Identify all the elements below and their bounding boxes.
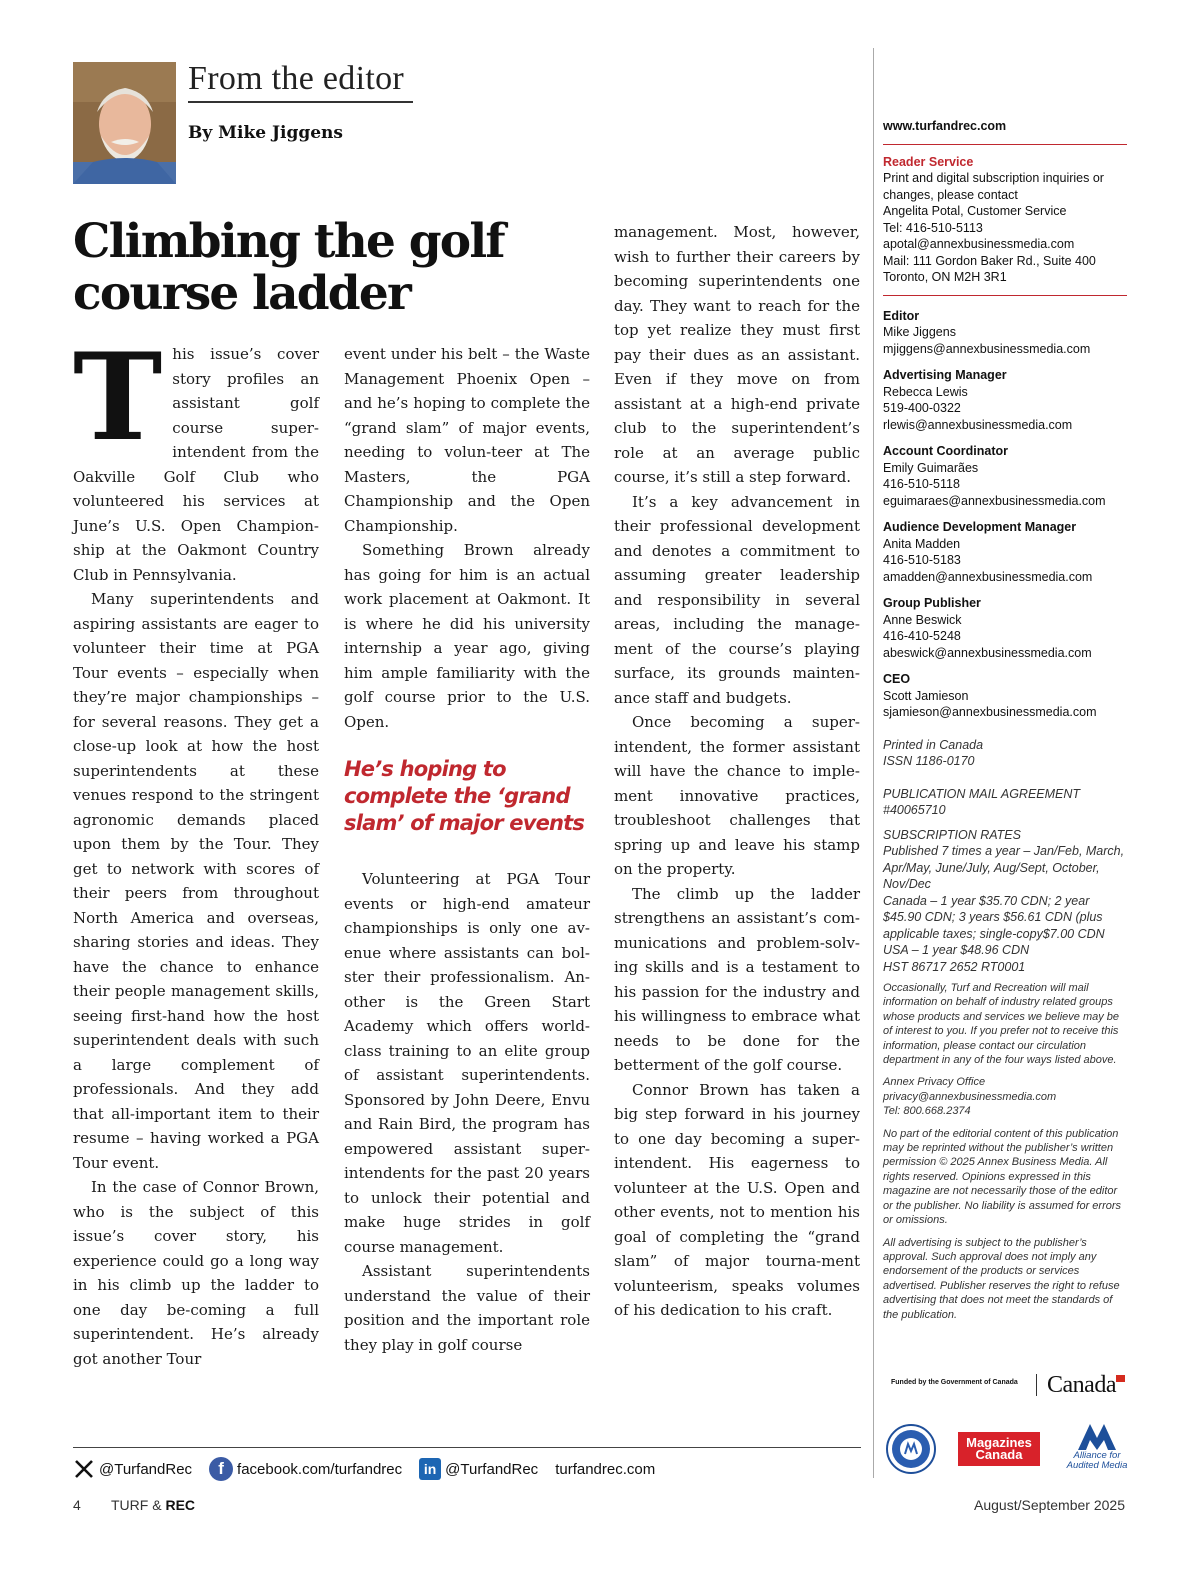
hst-number: HST 86717 2652 RT0001 bbox=[883, 959, 1026, 974]
funded-by-text: Funded by the Government of Canada bbox=[891, 1379, 1018, 1386]
issn: ISSN 1186-0170 bbox=[883, 754, 975, 768]
publication-name-b: REC bbox=[165, 1497, 196, 1513]
editor-photo bbox=[73, 62, 176, 184]
paragraph bbox=[73, 327, 319, 587]
publisher-phone: 416-410-5248 bbox=[883, 629, 961, 643]
rates-published: Published 7 times a year – Jan/Feb, March, Apr/May, June/July, Aug/Sept, October, Nov/Dec bbox=[883, 844, 1125, 891]
aam-logo-text: Alliance for Audited Media bbox=[1066, 1450, 1128, 1471]
rates-heading: SUBSCRIPTION RATES bbox=[883, 827, 1021, 842]
paragraph: The climb up the ladder strengthens an assistant’s com-munications and problem-solv-ing skills and is a testament to his passion for the industry and his willingness to embrace what needs to be done for the betterment of the golf course. bbox=[614, 884, 860, 1074]
reader-service-line: Mail: 111 Gordon Baker Rd., Suite 400 bbox=[883, 253, 1096, 268]
reader-service-line: Toronto, ON M2H 3R1 bbox=[883, 270, 1007, 284]
publisher-name: Anne Beswick bbox=[883, 612, 962, 627]
logo-separator bbox=[1036, 1374, 1037, 1396]
privacy-note: Occasionally, Turf and Recreation will mail information on behalf of industry related groups whose products and services we believe may be of interest to you. If you prefer not to receive this information, please contact our circulation department in any of the four ways listed above. bbox=[883, 982, 1120, 1067]
byline: By Mike Jiggens bbox=[188, 123, 343, 143]
advertising-note: All advertising is subject to the publisher’s approval. Such approval does not imply any endorsement of the products or services advertised. Publisher reserves the right to refuse advertising that does not meet the standards of the publication. bbox=[883, 1236, 1120, 1321]
drop-cap: T bbox=[73, 327, 163, 468]
page-number: 4 bbox=[73, 1497, 81, 1513]
social-rule bbox=[73, 1447, 861, 1448]
x-link[interactable] bbox=[73, 1458, 192, 1480]
audience-name: Anita Madden bbox=[883, 536, 961, 551]
reader-service-line: Print and digital subscription inquiries or changes, please contact bbox=[883, 171, 1104, 202]
advertising-name: Rebecca Lewis bbox=[883, 384, 968, 399]
x-handle: @TurfandRec bbox=[99, 1460, 193, 1478]
paragraph: Connor Brown has taken a big step forward in his journey to one day becoming a super-intendent. His eagerness to volunteer at the U.S. Open and other events, not to mention his goal of completing the “grand slam” of major tourna-ment volunteerism, speaks volumes of his dedication to his craft. bbox=[614, 1080, 860, 1319]
reader-service-block bbox=[883, 145, 1127, 296]
editor-name: Mike Jiggens bbox=[883, 325, 956, 339]
paragraph: Volunteering at PGA Tour events or high-end amateur championships is only one av-enue where assistants can bol-ster their professionalism. An-other is the Green Start Academy which offers world-class training to an elite group of assistant superintendents. Sponsored by John Deere, Envu and Rain Bird, the program has empowered assistant super-intendents for the past 20 years to unlock their potential and make huge strides in golf course management. bbox=[344, 870, 590, 1256]
reader-service-phone: Tel: 416-510-5113 bbox=[883, 220, 983, 235]
linkedin-handle: @TurfandRec bbox=[445, 1460, 539, 1478]
account-email[interactable]: eguimaraes@annexbusinessmedia.com bbox=[883, 493, 1106, 508]
canada-flag-icon bbox=[1116, 1375, 1125, 1382]
privacy-office: Annex Privacy Office bbox=[883, 1076, 986, 1089]
paragraph: In the case of Connor Brown, who is the subject of this issue’s cover story, his experience could go a long way in his climb up the ladder to one day be-coming a full superintendent. He’s already got another Tour bbox=[73, 1178, 319, 1368]
website-link[interactable] bbox=[555, 1461, 655, 1478]
copyright-note: No part of the editorial content of this publication may be reprinted without the publisher’s written permission © 2025 Annex Business Media. All rights reserved. Opinions expressed in this magazine are not necessarily those of the editor or the publisher. No liability is assumed for errors or omissions. bbox=[883, 1127, 1122, 1227]
column-divider bbox=[873, 48, 874, 1478]
pull-quote: He’s hoping to complete the ‘grand slam’ of major events bbox=[344, 757, 585, 835]
paragraph: It’s a key advancement in their professional development and denotes a commitment to assuming greater leadership and responsibility in several areas, including the manage-ment of the course’s playing surface, its grounds mainten-ance staff and budgets. bbox=[614, 492, 860, 707]
section-title-rule bbox=[188, 101, 413, 103]
facebook-url: facebook.com/turfandrec bbox=[237, 1460, 403, 1478]
advertising-contact bbox=[883, 367, 1127, 433]
editor-contact bbox=[883, 296, 1127, 358]
paragraph: event under his belt – the Waste Management Phoenix Open – and he’s hoping to complete the “grand slam” of major events, needing to volun-teer at The Masters, the PGA Championship and the Open Championship. bbox=[344, 345, 590, 535]
audience-phone: 416-510-5183 bbox=[883, 553, 961, 567]
facebook-link[interactable] bbox=[209, 1457, 402, 1481]
privacy-email[interactable]: privacy@annexbusinessmedia.com bbox=[883, 1090, 1057, 1103]
canada-wordmark: Canada bbox=[1047, 1372, 1116, 1398]
account-contact bbox=[883, 443, 1127, 509]
article-column-1 bbox=[73, 327, 319, 1371]
paragraph: Many superintendents and aspiring assistants are eager to volunteer their time at PGA Tour events – especially when they’re major championships – for several reasons. They get a close-up look at how the host superintendents at these venues respond to the stringent agronomic demands placed upon them by the Tour. They get to network with scores of their peers from throughout North America and overseas, sharing stories and ideas. They have the chance to enhance their people management skills, seeing first-hand how the host superintendent deals with such a large complement of professionals. And they add that all-important item to their resume – having worked a PGA Tour event. bbox=[73, 590, 319, 1172]
reader-service-line: Angelita Potal, Customer Service bbox=[883, 204, 1067, 218]
masthead bbox=[883, 118, 1127, 1322]
headline-line-1: Climbing the golf bbox=[73, 214, 504, 269]
account-name: Emily Guimarães bbox=[883, 460, 979, 475]
account-phone: 416-510-5118 bbox=[883, 477, 960, 491]
magazines-canada-logo: Magazines Canada bbox=[958, 1432, 1040, 1466]
privacy-tel: Tel: 800.668.2374 bbox=[883, 1105, 971, 1118]
paragraph: Once becoming a super-intendent, the former assistant will have the chance to imple-ment innovative practices, troubleshoot challenges that spring up and leave his stamp on the property. bbox=[614, 713, 860, 878]
linkedin-icon: in bbox=[419, 1458, 441, 1480]
publication-name bbox=[111, 1497, 195, 1513]
issue-date: August/September 2025 bbox=[974, 1497, 1125, 1513]
account-heading: Account Coordinator bbox=[883, 444, 1008, 458]
ceo-contact bbox=[883, 671, 1127, 721]
ceo-heading: CEO bbox=[883, 672, 911, 686]
article-headline bbox=[73, 216, 593, 320]
paragraph: management. Most, however, wish to further their careers by becoming superintendents one day. They want to reach for the top yet realize they must first pay their dues as an assistant. Even if they move on from assistant at a high-end private club to the superintendent’s role at an average public course, it’s still a step forward. bbox=[614, 223, 860, 486]
publisher-heading: Group Publisher bbox=[883, 596, 981, 610]
paragraph: Something Brown already has going for him is an actual work placement at Oakmont. It is where he did his university internship a year ago, giving him ample familiarity with the golf course prior to the U.S. Open. bbox=[344, 541, 590, 731]
audience-heading: Audience Development Manager bbox=[883, 520, 1077, 534]
editor-email[interactable]: mjiggens@annexbusinessmedia.com bbox=[883, 341, 1091, 356]
paragraph: Assistant superintendents understand the value of their position and the important role they play in golf course bbox=[344, 1262, 590, 1354]
paragraph-text: his issue’s cover story profiles an assistant golf course super-intendent from the Oakville Golf Club who volunteered his services at June’s U.S. Open Champion-ship at the Oakmont Country Club in Pennsylvania. bbox=[73, 345, 319, 584]
article-column-2 bbox=[344, 342, 590, 1357]
website-url: turfandrec.com bbox=[555, 1460, 656, 1478]
section-title: From the editor bbox=[188, 60, 405, 97]
circulation-seal-logo bbox=[886, 1424, 936, 1474]
audience-contact bbox=[883, 519, 1127, 585]
linkedin-link[interactable] bbox=[419, 1458, 538, 1480]
x-icon bbox=[73, 1458, 95, 1480]
advertising-heading: Advertising Manager bbox=[883, 368, 1007, 382]
ceo-name: Scott Jamieson bbox=[883, 688, 969, 703]
publisher-contact bbox=[883, 595, 1127, 661]
reader-service-email[interactable]: apotal@annexbusinessmedia.com bbox=[883, 237, 1075, 251]
article-column-3 bbox=[614, 220, 860, 1323]
printed-in: Printed in Canada bbox=[883, 737, 984, 752]
audience-email[interactable]: amadden@annexbusinessmedia.com bbox=[883, 569, 1093, 584]
advertising-email[interactable]: rlewis@annexbusinessmedia.com bbox=[883, 417, 1073, 432]
ceo-email[interactable]: sjamieson@annexbusinessmedia.com bbox=[883, 705, 1097, 719]
rates-usa: USA – 1 year $48.96 CDN bbox=[883, 943, 1030, 957]
publisher-email[interactable]: abeswick@annexbusinessmedia.com bbox=[883, 645, 1092, 660]
editor-heading: Editor bbox=[883, 308, 920, 323]
social-links bbox=[73, 1455, 672, 1483]
facebook-icon: f bbox=[209, 1457, 233, 1481]
reader-service-heading: Reader Service bbox=[883, 154, 974, 169]
advertising-phone: 519-400-0322 bbox=[883, 401, 961, 415]
mail-agreement: PUBLICATION MAIL AGREEMENT #40065710 bbox=[883, 786, 1081, 817]
rates-canada: Canada – 1 year $35.70 CDN; 2 year $45.90 CDN; 3 years $56.61 CDN (plus applicable taxes; single-copy$7.00 CDN bbox=[883, 893, 1105, 941]
headline-line-2: course ladder bbox=[73, 266, 410, 321]
masthead-website[interactable]: www.turfandrec.com bbox=[883, 118, 1127, 145]
publication-name-a: TURF & bbox=[111, 1497, 166, 1513]
